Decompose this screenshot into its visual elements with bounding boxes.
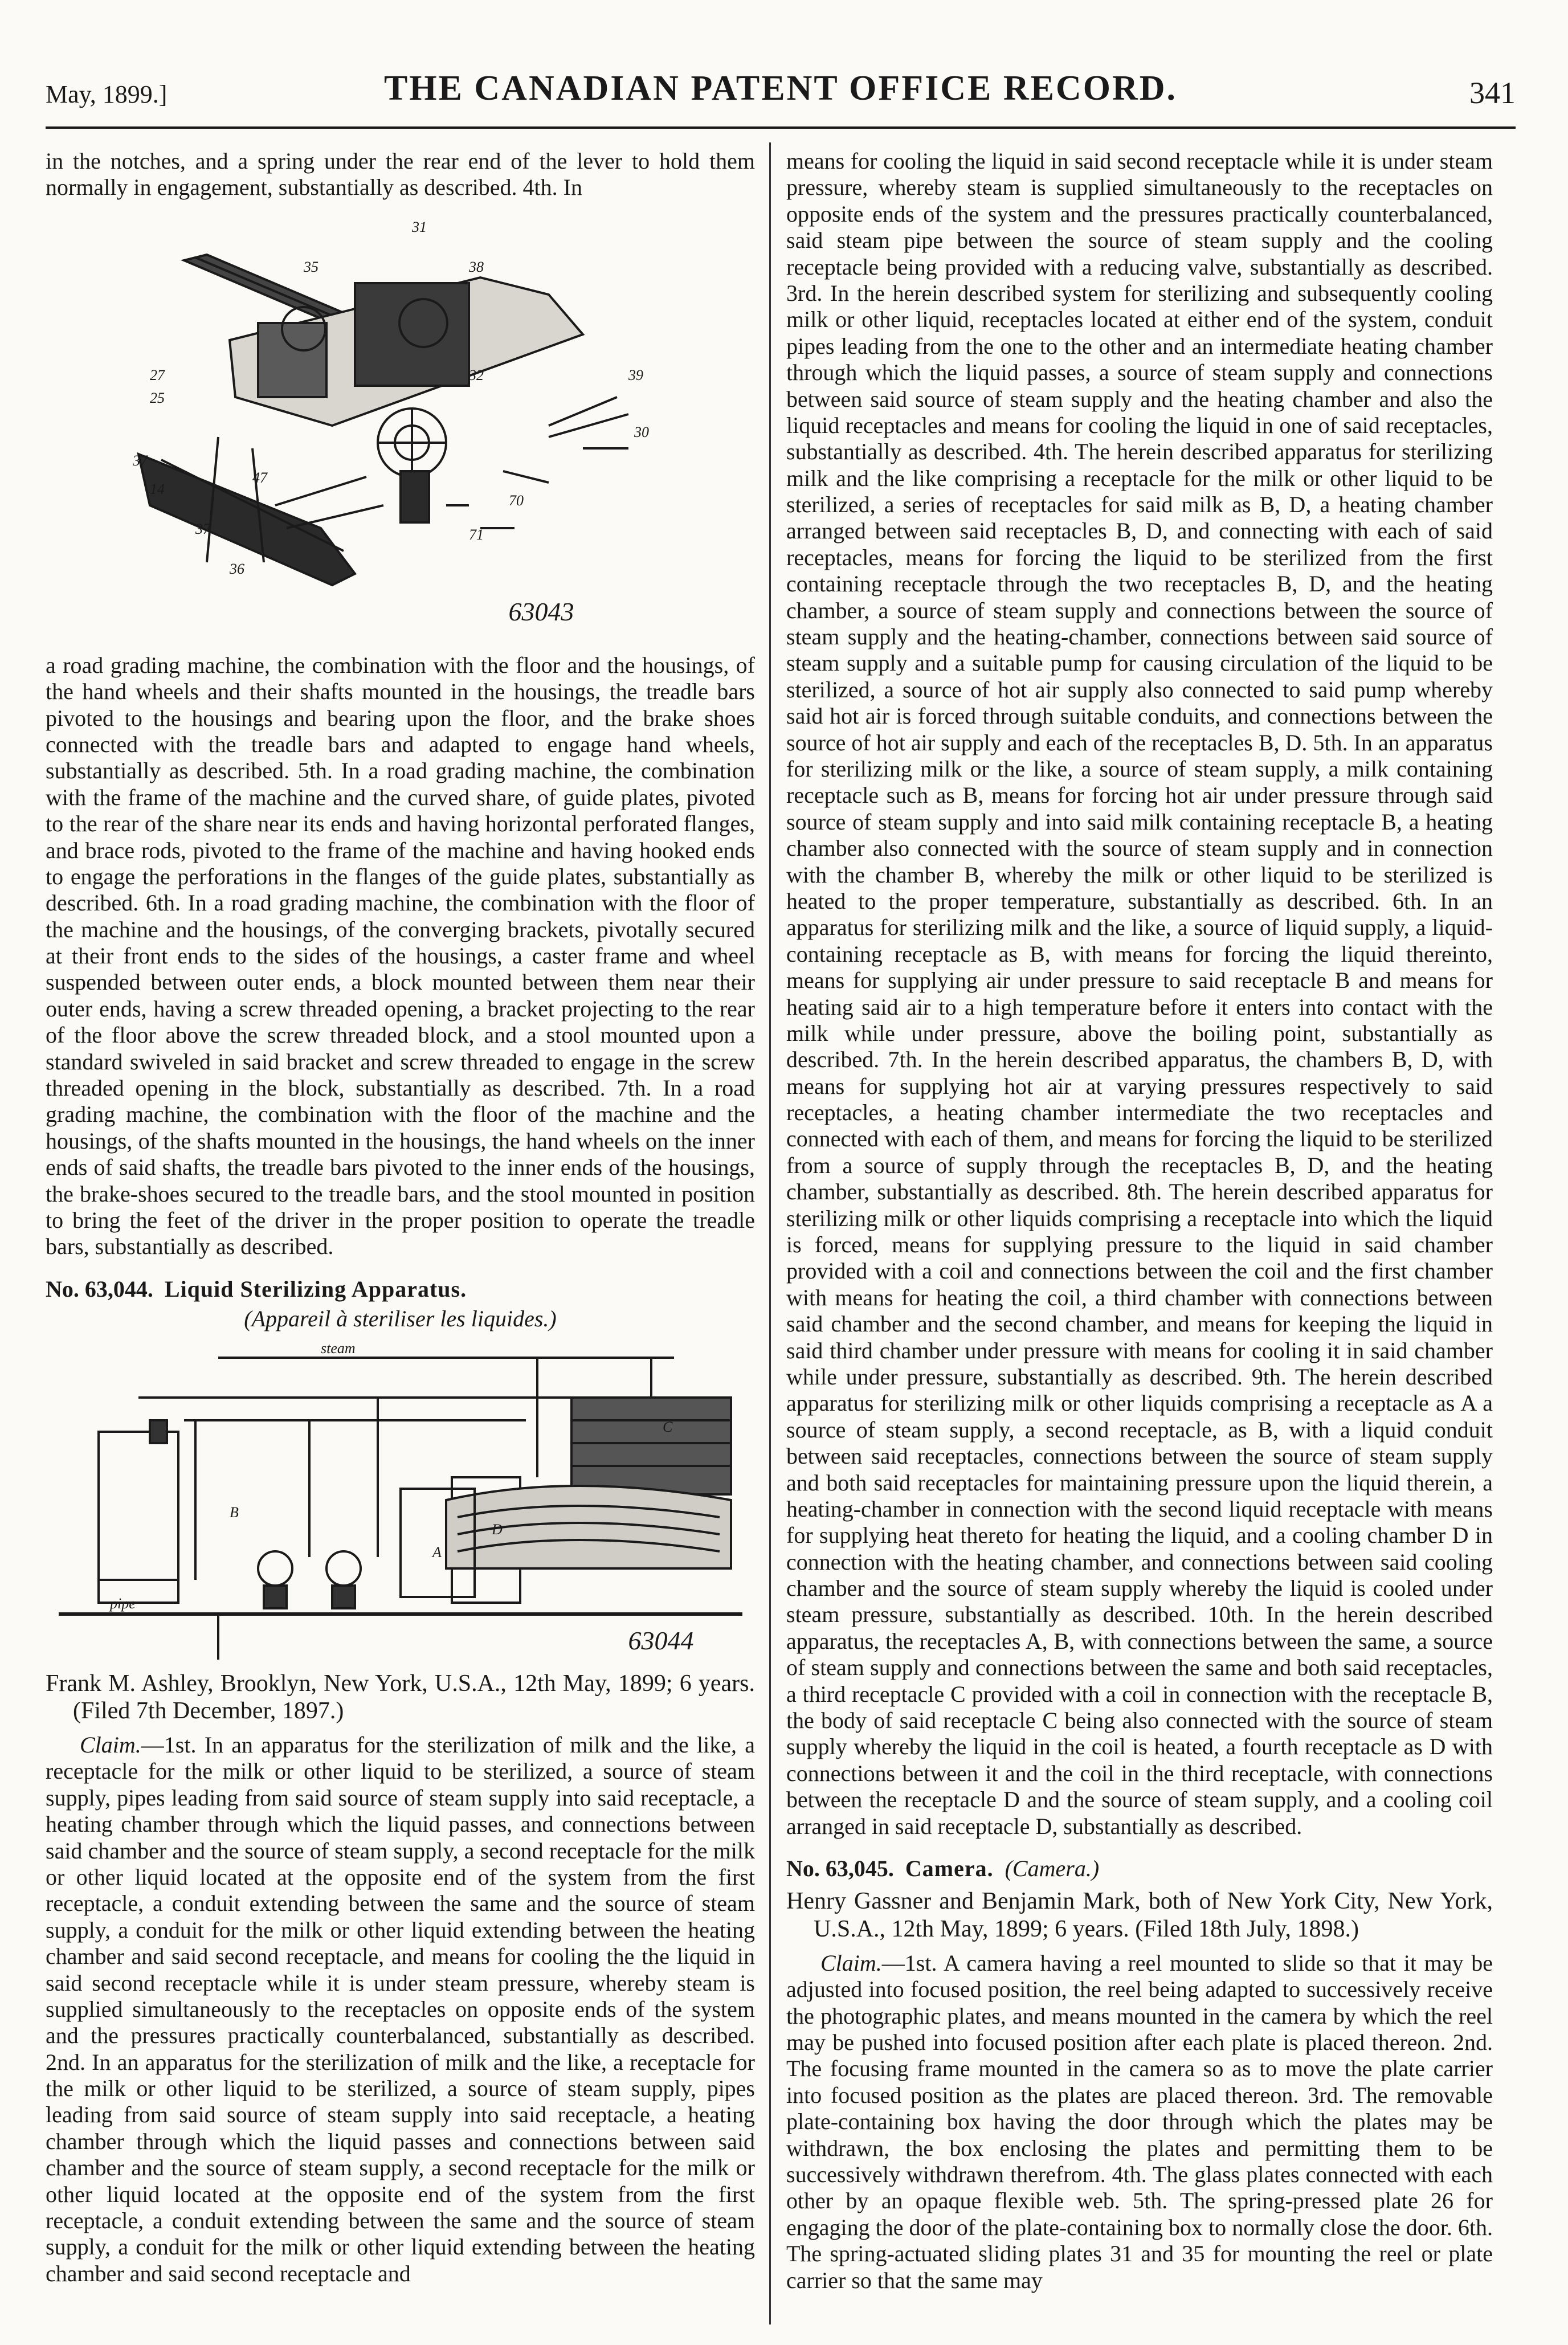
svg-text:70: 70 [508,492,524,509]
patent-63044-claims [46,1732,755,2287]
road-grader-drawing [116,209,685,642]
publication-title: THE CANADIAN PATENT OFFICE RECORD. [383,69,1178,108]
page-number: 341 [1469,76,1516,110]
patent-french-title: (Camera.) [1004,1856,1100,1881]
patent-63045-claims [786,1950,1493,2294]
sterilizing-apparatus-illustration [59,1341,742,1660]
svg-text:B: B [229,1504,239,1521]
continued-claim-text: in the notches, and a spring under the rear end of the lever to hold them normally in engagement, substantially as described. 4th. In [46,148,755,201]
patent-french-title: (Appareil à steriliser les liquides.) [244,1306,557,1332]
svg-text:71: 71 [468,526,484,543]
svg-text:25: 25 [149,389,165,406]
road-grading-claims: a road grading machine, the combination with the floor and the housings, of the hand wheels and their shafts mounted in the housings, the treadle bars pivoted to the housings and bearing upon the floor, and the brake shoes connected with the treadle bars and adapted to engage hand wheels, substantially as described. 5th. In a road grading machine, the combination with the frame of the machine and the curved share, of guide plates, pivoted to the rear of the share near its ends and having horizontal perforated flanges, and brace rods, pivoted to the frame of the machine and having hooked ends to engage the perforations in the flanges of the guide plates, substantially as described. 6th. In a road grading machine, the combination with the floor of the machine and the housings, of the converging brackets, pivotally secured at their front ends to the sides of the housings, a caster frame and wheel suspended between outer ends, a block mounted between them near their outer ends, having a screw threaded opening, a bracket projecting to the rear of the floor above the screw threaded block, and a stool mounted upon a standard swiveled in said bracket and screw threaded to engage in the screw threaded opening in the block, substantially as described. 7th. In a road grading machine, the combination with the floor of the machine and the housings, of the shafts mounted in the housings, the hand wheels on the inner ends of said shafts, the treadle bars pivoted to the inner ends of the housings, the brake-shoes secured to the treadle bars, and the stool mounted in position to bring the feet of the driver in the proper position to operate the treadle bars, substantially as described. [46,652,755,1260]
svg-text:31: 31 [411,218,427,235]
figure-number: 63043 [508,597,574,626]
claims-text: —1st. In an apparatus for the sterilization of milk and the like, a receptacle for the milk or other liquid to be sterilized, a source of steam supply, pipes leading from said source of steam supply into said receptacle, a heating chamber through which the liquid passes, and connections between said chamber and the source of steam supply, a second receptacle for the milk or other liquid located at the opposite end of the system from the first receptacle, a conduit extending between the same and the source of steam supply, a conduit for the milk or other liquid extending between the heating chamber and said second receptacle, and means for cooling the the liquid in said second receptacle while it is under steam pressure, whereby steam is supplied simultaneously to the receptacles on opposite ends of the system and the pressures practically counterbalanced, substantially as described. 2nd. In an apparatus for the sterilization of milk and the like, a receptacle for the milk or other liquid to be sterilized, a source of steam supply, pipes leading from said source of steam supply into said receptacle, a heating chamber through which the liquid passes and connections between said chamber and the source of steam supply, a second receptacle for the milk or other liquid located at the opposite end of the system from the first receptacle, a conduit extending between the same and the source of steam supply, a conduit for the milk or other liquid extending between the heating chamber and said second receptacle and [46,1731,755,2286]
svg-text:37: 37 [195,520,210,537]
header-rule [46,126,1516,129]
svg-text:37: 37 [132,452,148,469]
issue-date: May, 1899.] [46,80,168,108]
svg-text:47: 47 [252,469,267,486]
patent-63045-heading [786,1856,1493,1882]
svg-text:27: 27 [149,366,165,383]
patent-63045-inventor: Henry Gassner and Benjamin Mark, both of New York City, New York, U.S.A., 12th May, 1899; 6 years. (Filed 18th July, 1898.) [786,1888,1493,1943]
patent-number: No. 63,044. [46,1276,153,1302]
svg-text:36: 36 [229,560,244,577]
svg-text:14: 14 [149,480,165,497]
svg-text:38: 38 [468,258,484,275]
page-header [46,68,1516,114]
svg-text:32: 32 [468,366,484,383]
svg-text:30: 30 [634,423,649,440]
right-column [786,148,1493,2324]
claim-label: Claim. [80,1731,141,1758]
patent-title: Camera. [905,1856,994,1881]
patent-63044-claims-continued: means for cooling the liquid in said second receptacle while it is under steam pressure, whereby steam is supplied simultaneously to the receptacles on opposite ends of the system and the pressures practically counterbalanced, said steam pipe between the source of steam supply and the cooling receptacle being provided with a reducing valve, substantially as described. 3rd. In the herein described system for sterilizing and subsequently cooling milk or other liquid, receptacles located at either end of the system, conduit pipes leading from the one to the other and an intermediate heating chamber through which the liquid passes, a source of steam supply and connections between said source of steam supply and the heating chamber and also the liquid receptacles and means for cooling the liquid in one of said receptacles, substantially as described. 4th. The herein described apparatus for sterilizing milk and the like comprising a receptacle for the milk or other liquid to be sterilized, a series of receptacles for said milk as B, D, a heating chamber arranged between said receptacles B, D, and connecting with each of said receptacles, means for forcing the liquid to be sterilized from the first containing receptacle through the two receptacles B, D, and the heating chamber, a source of steam supply and connections between the source of steam supply and the heating-chamber, connections between said source of steam supply and a suitable pump for causing circulation of the liquid to be sterilized, a source of hot air supply also connected to said pump whereby said hot air is forced through suitable conduits, and connections between the source of hot air supply and each of the receptacles B, D. 5th. In an apparatus for sterilizing milk or the like, a source of steam supply, a milk containing receptacle such as B, means for forcing hot air under pressure through said source of steam supply and into said milk containing receptacle B, a heating chamber also connected with the source of steam supply and in connection with the chamber B, whereby the milk or other liquid to be sterilized is heated to the proper temperature, substantially as described. 6th. In an apparatus for sterilizing milk and the like, a source of liquid supply, a liquid-containing receptacle as B, with means for forcing the liquid thereinto, means for supplying air under pressure to said receptacle B and means for heating said air to a high temperature before it enters into contact with the milk while under pressure, above the boiling point, substantially as described. 7th. In the herein described apparatus, the chambers B, D, with means for supplying hot air at varying pressures respectively to said receptacles, a heating chamber intermediate the two receptacles and connected with each of them, and means for forcing the liquid to be sterilized from a source of supply through the receptacles B, D, and the heating chamber, substantially as described. 8th. The herein described apparatus for sterilizing milk or other liquids comprising a receptacle into which the liquid is forced, means for supplying pressure to the liquid in said chamber provided with a coil and connections between the coil and the first chamber with means for heating the coil, a third chamber with connections between said chamber and the second chamber, and means for keeping the liquid in said third chamber under pressure with means for cooling it in said chamber while under pressure, substantially as described. 9th. The herein described apparatus for sterilizing milk or other liquids comprising a receptacle as A a source of steam supply, a second receptacle, as B, with a liquid conduit between said receptacles, connections between the source of steam supply and both said receptacles for maintaining pressure upon the liquid therein, a heating-chamber in connection with the second liquid receptacle with means for supplying heat thereto for heating the liquid, and a cooling chamber D in connection with the heating chamber, and connections between said cooling chamber and the source of steam supply whereby the liquid is cooled under steam pressure, substantially as described. 10th. In the herein described apparatus, the receptacles A, B, with connections between the same, a source of steam supply and connections between the same and both said receptacles, a third receptacle C provided with a coil in connection with the receptacle B, the body of said receptacle C being also connected with the source of steam supply whereby the liquid in the coil is heated, a fourth receptacle as D with connections between it and the coil in the third receptacle, with connections between the receptacle D and the source of steam supply, and a cooling coil arranged in said receptacle D, substantially as described. [786,148,1493,1839]
svg-text:steam: steam [320,1340,356,1357]
sterilizer-drawing [59,1341,742,1660]
svg-text:A: A [432,1543,442,1560]
svg-text:D: D [491,1521,503,1538]
svg-text:35: 35 [303,258,318,275]
patent-number: No. 63,045. [786,1856,894,1881]
figure-number: 63044 [628,1625,694,1655]
claims-text: —1st. A camera having a reel mounted to slide so that it may be adjusted into focused position, the reel being adapted to successively receive the photographic plates, and means mounted in the camera by which the reel may be pushed into focused position after each plate is placed thereon. 2nd. The focusing frame mounted in the camera so as to move the plate carrier into focused position as the plates are placed thereon. 3rd. The removable plate-containing box having the door through which the plates may be withdrawn, the box enclosing the plates and permitting them to be successively withdrawn therefrom. 4th. The glass plates connected with each other by an opaque flexible web. 5th. The spring-pressed plate 26 for engaging the door of the plate-containing box to normally close the door. 6th. The spring-actuated sliding plates 31 and 35 for mounting the reel or plate carrier so that the same may [786,1950,1493,2293]
patent-title: Liquid Sterilizing Apparatus. [164,1276,467,1302]
svg-text:39: 39 [628,366,643,383]
road-grading-machine-illustration [116,209,685,642]
svg-text:C: C [662,1418,672,1435]
patent-63044-heading [46,1276,755,1302]
column-divider [769,142,771,2324]
claim-label: Claim. [820,1950,882,1976]
patent-63044-inventor: Frank M. Ashley, Brooklyn, New York, U.S.A., 12th May, 1899; 6 years. (Filed 7th December, 1897.) [46,1670,755,1725]
left-column [46,148,755,2324]
svg-text:pipe: pipe [109,1595,136,1612]
